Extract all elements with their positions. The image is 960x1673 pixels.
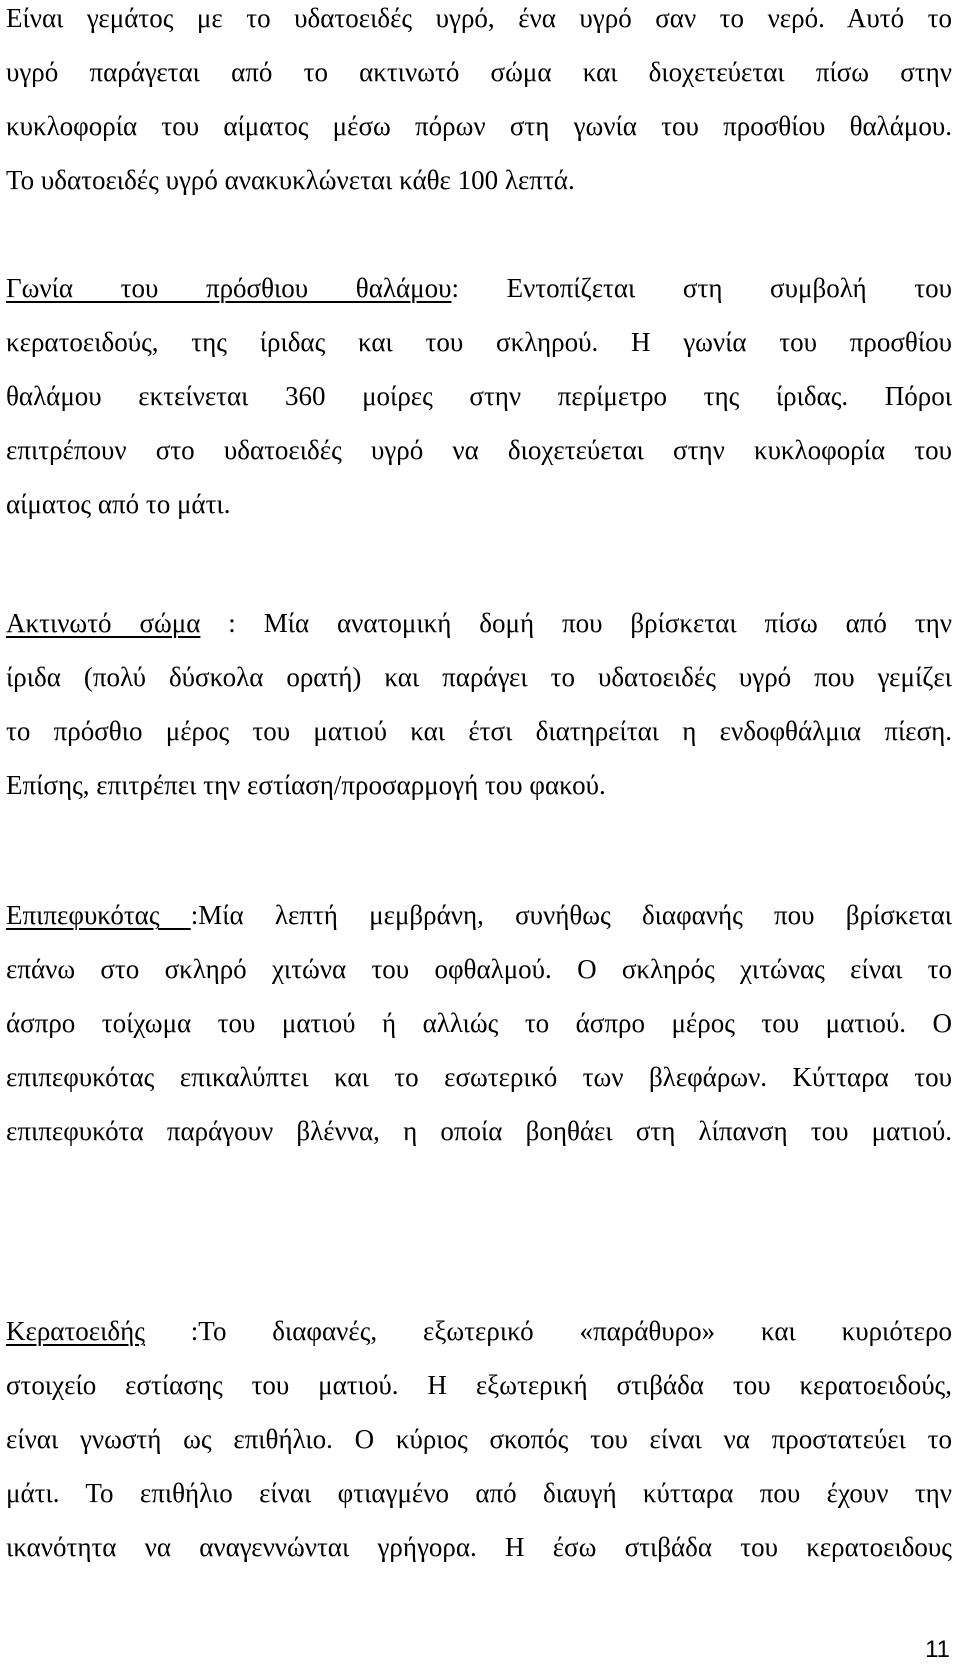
text-line: στοιχείο εστίασης του ματιού. Η εξωτερική στιβάδα του κερατοειδούς,: [6, 1370, 952, 1400]
text-line: ίριδα (πολύ δύσκολα ορατή) και παράγει το υδατοειδές υγρό που γεμίζει: [6, 662, 952, 692]
page-number: 11: [925, 1636, 950, 1663]
text-line: επιτρέπουν στο υδατοειδές υγρό να διοχετεύεται στην κυκλοφορία του: [6, 435, 952, 465]
text-line: [6, 888, 952, 942]
text-line: επιπεφυκότα παράγουν βλέννα, η οποία βοηθάει στη λίπανση του ματιού.: [6, 1116, 952, 1146]
paragraph-ciliary-body: [6, 596, 952, 812]
definition-start: :Μία λεπτή μεμβράνη, συνήθως διαφανής που βρίσκεται: [190, 900, 952, 930]
text-line: υγρό παράγεται από το ακτινωτό σώμα και διοχετεύεται πίσω στην: [6, 57, 952, 87]
text-line: κυκλοφορία του αίματος μέσω πόρων στη γωνία του προσθίου θαλάμου.: [6, 111, 952, 141]
text-line: Είναι γεμάτος με το υδατοειδές υγρό, ένα υγρό σαν το νερό. Αυτό το: [6, 3, 952, 33]
text-line: [6, 261, 952, 315]
text-line: επιπεφυκότας επικαλύπτει και το εσωτερικό των βλεφάρων. Κύτταρα του: [6, 1062, 952, 1092]
text-line: Το υδατοειδές υγρό ανακυκλώνεται κάθε 100 λεπτά.: [6, 165, 575, 195]
text-line: [6, 596, 952, 650]
text-line: αίματος από το μάτι.: [6, 489, 231, 519]
paragraph-anterior-chamber-angle: [6, 261, 952, 531]
term-ciliary-body: Ακτινωτό σώμα: [6, 608, 201, 638]
text-line: είναι γνωστή ως επιθήλιο. Ο κύριος σκοπός του είναι να προστατεύει το: [6, 1424, 952, 1454]
term-cornea: Κερατοειδής: [6, 1316, 145, 1346]
text-line: ικανότητα να αναγεννώνται γρήγορα. Η έσω στιβάδα του κερατοειδους: [6, 1532, 952, 1562]
text-line: κερατοειδούς, της ίριδας και του σκληρού. Η γωνία του προσθίου: [6, 327, 952, 357]
paragraph-aqueous-humor: [6, 0, 952, 207]
text-line: Επίσης, επιτρέπει την εστίαση/προσαρμογή του φακού.: [6, 770, 606, 800]
text-line: επάνω στο σκληρό χιτώνα του οφθαλμού. Ο σκληρός χιτώνας είναι το: [6, 954, 952, 984]
text-line: το πρόσθιο μέρος του ματιού και έτσι διατηρείται η ενδοφθάλμια πίεση.: [6, 716, 952, 746]
paragraph-cornea: [6, 1304, 952, 1574]
text-line: [6, 1304, 952, 1358]
definition-start: :Το διαφανές, εξωτερικό «παράθυρο» και κυριότερο: [144, 1316, 952, 1346]
paragraph-conjunctiva: [6, 888, 952, 1158]
text-line: άσπρο τοίχωμα του ματιού ή αλλιώς το άσπρο μέρος του ματιού. Ο: [6, 1008, 952, 1038]
term-conjunctiva: Επιπεφυκότας: [6, 900, 191, 930]
text-line: θαλάμου εκτείνεται 360 μοίρες στην περίμετρο της ίριδας. Πόροι: [6, 381, 952, 411]
definition-start: : Εντοπίζεται στη συμβολή του: [451, 273, 952, 303]
term-anterior-chamber-angle: Γωνία του πρόσθιου θαλάμου: [6, 273, 452, 303]
definition-start: : Μία ανατομική δομή που βρίσκεται πίσω από την: [200, 608, 952, 638]
text-line: μάτι. Το επιθήλιο είναι φτιαγμένο από διαυγή κύτταρα που έχουν την: [6, 1478, 952, 1508]
